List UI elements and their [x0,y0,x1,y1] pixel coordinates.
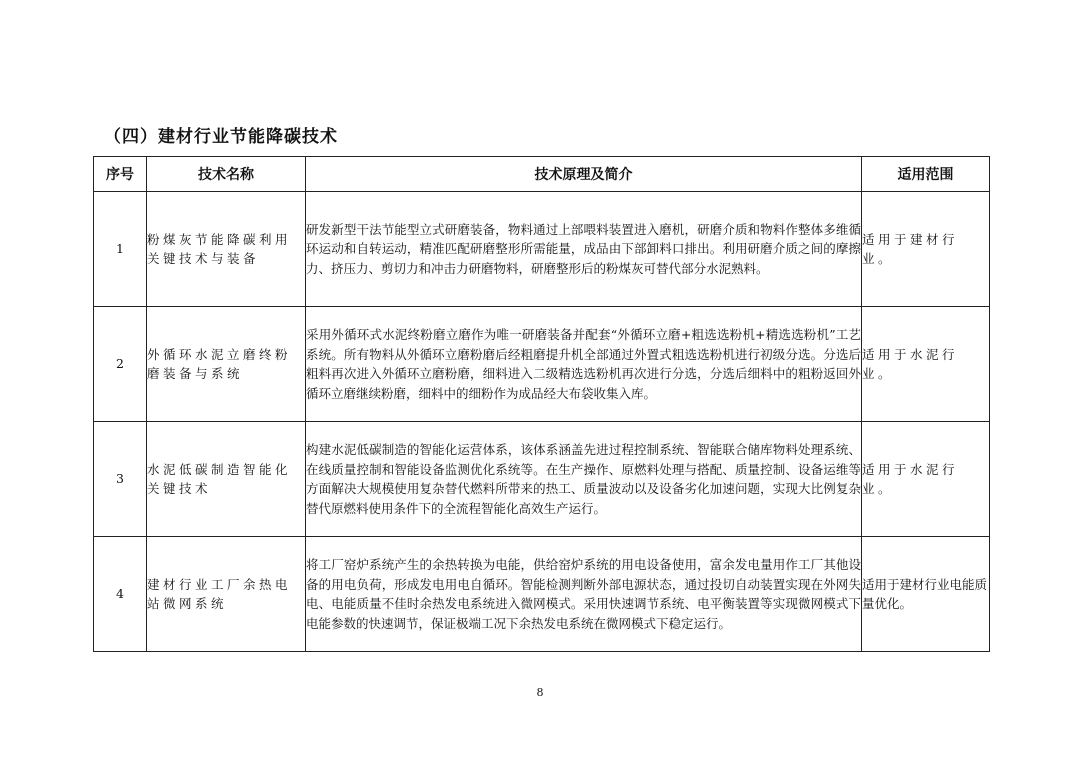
scope-text: 适用于水泥行业。 [862,461,959,496]
technology-description: 构建水泥低碳制造的智能化运营体系，该体系涵盖先进过程控制系统、智能联合储库物料处理系统、在线质量控制和智能设备监测优化系统等。在生产操作、原燃料处理与搭配、质量控制、设备运维等方面解决大规模使用复杂替代燃料所带来的热工、质量波动以及设备劣化加速问题，实现大比例复杂替代原燃料使用条件下的全流程智能化高效生产运行。 [306,422,862,537]
header-name: 技术名称 [147,157,306,192]
scope-text: 适用于水泥行业。 [862,346,959,381]
row-number: 1 [94,192,147,307]
technology-description: 将工厂窑炉系统产生的余热转换为电能，供给窑炉系统的用电设备使用，富余发电量用作工厂其他设备的用电负荷，形成发电用电自循环。智能检测判断外部电源状态，通过投切自动装置实现在外网失电、电能质量不佳时余热发电系统进入微网模式。采用快速调节系统、电平衡装置等实现微网模式下电能参数的快速调节，保证极端工况下余热发电系统在微网模式下稳定运行。 [306,537,862,652]
table-row [94,422,990,537]
row-number: 2 [94,307,147,422]
header-no: 序号 [94,157,147,192]
technology-name: 粉煤灰节能降碳利用关键技术与装备 [147,231,292,266]
scope-cell [862,422,990,537]
technology-table [93,156,990,652]
header-scope: 适用范围 [862,157,990,192]
table-row [94,537,990,652]
technology-description: 采用外循环式水泥终粉磨立磨作为唯一研磨装备并配套“外循环立磨+粗选选粉机+精选选粉机”工艺系统。所有物料从外循环立磨粉磨后经粗磨提升机全部通过外置式粗选选粉机进行初级分选。分选后粗料再次进入外循环立磨粉磨，细料进入二级精选选粉机再次进行分选，分选后细料中的粗粉返回外循环立磨继续粉磨，细料中的细粉作为成品经大布袋收集入库。 [306,307,862,422]
page-number: 8 [536,686,544,699]
row-number: 4 [94,537,147,652]
scope-text: 适用于建材行业。 [862,231,959,266]
technology-name-cell [147,307,306,422]
scope-cell [862,307,990,422]
table-row [94,307,990,422]
scope-cell [862,537,990,652]
row-number: 3 [94,422,147,537]
header-description: 技术原理及简介 [306,157,862,192]
scope-cell [862,192,990,307]
technology-name: 建材行业工厂余热电站微网系统 [147,576,292,611]
technology-name: 水泥低碳制造智能化关键技术 [147,461,292,496]
technology-description: 研发新型干法节能型立式研磨装备，物料通过上部喂料装置进入磨机，研磨介质和物料作整体多维循环运动和自转运动，精准匹配研磨整形所需能量，成品由下部卸料口排出。利用研磨介质之间的摩擦力、挤压力、剪切力和冲击力研磨物料，研磨整形后的粉煤灰可替代部分水泥熟料。 [306,192,862,307]
table-row [94,192,990,307]
technology-name-cell [147,422,306,537]
scope-text: 适用于建材行业电能质量优化。 [862,576,988,611]
technology-name-cell [147,537,306,652]
technology-name-cell [147,192,306,307]
section-title: （四）建材行业节能降碳技术 [104,127,338,147]
table-header-row [94,157,990,192]
technology-name: 外循环水泥立磨终粉磨装备与系统 [147,346,292,381]
